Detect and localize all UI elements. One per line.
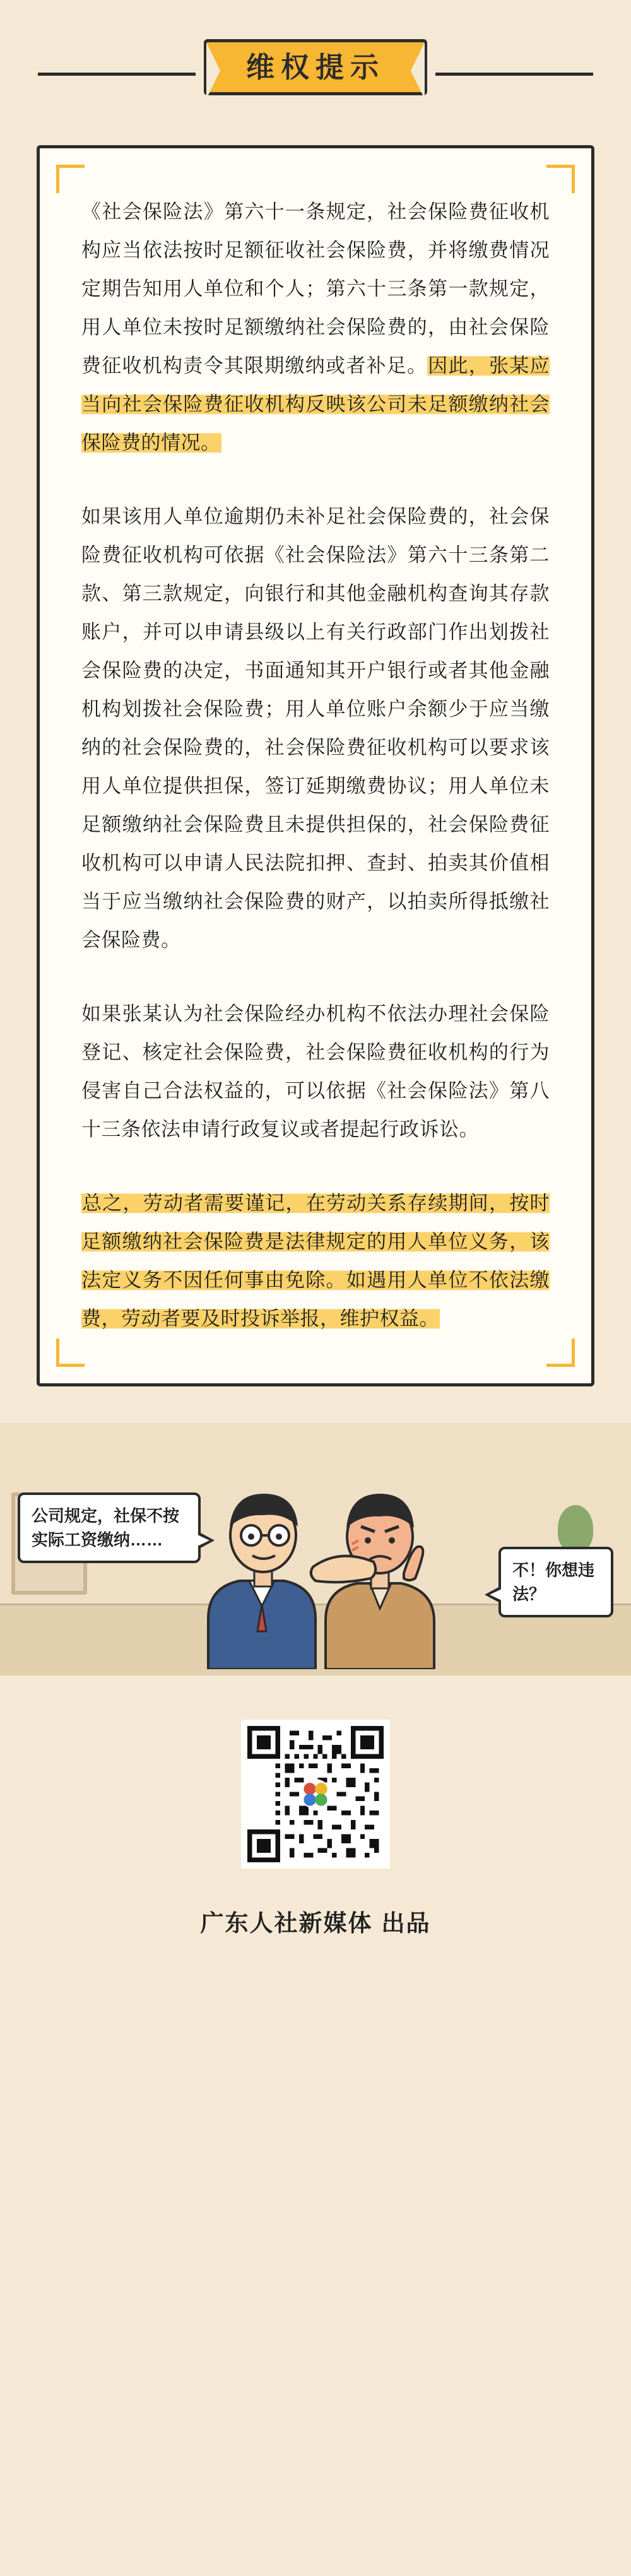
paragraph-4-run-1-highlighted: 总之，劳动者需要谨记，在劳动关系存续期间，按时足额缴纳社会保险费是法律规定的用人单位义务，该法定义务不因任何事由免除。如遇用人单位不依法缴费，劳动者要及时投诉举报，维护权益。 — [81, 1192, 550, 1330]
header-rule-right — [435, 73, 593, 76]
paragraph-2-run-1: 如果该用人单位逾期仍未补足社会保险费的，社会保险费征收机构可依据《社会保险法》第六十三条第二款、第三款规定，向银行和其他金融机构查询其存款账户，并可以申请县级以上有关行政部门作出划拨社会保险费的决定，书面通知其开户银行或者其他金融机构划拨社会保险费；用人单位账户余额少于应当缴纳的社会保险费的，社会保险费征收机构可以要求该用人单位提供担保，签订延期缴费协议；用人单位未足额缴纳社会保险费且未提供担保的，社会保险费征收机构可以申请人民法院扣押、查封、拍卖其价值相当于应当缴纳社会保险费的财产，以拍卖所得抵缴社会保险费。 — [81, 505, 550, 951]
plant-leaf-icon — [558, 1505, 593, 1552]
corner-ornament-top-right — [546, 165, 575, 193]
corner-ornament-top-left — [56, 165, 85, 193]
qr-code[interactable] — [241, 1720, 390, 1869]
paragraph-1-run-1: 《社会保险法》第六十一条规定，社会保险费征收机构应当依法按时足额征收社会保险费，并将缴费情况定期告知用人单位和个人；第六十三条第一款规定，用人单位未按时足额缴纳社会保险费的，由社会保险费征收机构责令其限期缴纳或者补足。 — [81, 201, 550, 377]
paragraph-3 — [81, 995, 550, 1149]
poster-footer — [0, 1675, 631, 1980]
speech-bubble-right-text: 不！你想违法？ — [512, 1561, 595, 1604]
paragraph-4 — [81, 1184, 550, 1338]
corner-ornament-bottom-right — [546, 1338, 575, 1367]
corner-ornament-bottom-left — [56, 1338, 85, 1367]
two-characters-illustration — [189, 1461, 454, 1669]
poster-header — [0, 0, 631, 145]
speech-bubble-right — [498, 1547, 613, 1617]
qr-code-image — [247, 1726, 384, 1862]
paragraph-3-run-1: 如果张某认为社会保险经办机构不依法办理社会保险登记、核定社会保险费，社会保险费征收机构的行为侵害自己合法权益的，可以依据《社会保险法》第八十三条依法申请行政复议或者提起行政诉讼。 — [81, 1003, 550, 1140]
ribbon-notch-left-icon — [206, 42, 220, 99]
speech-bubble-right-tail-icon — [485, 1586, 501, 1604]
speech-bubble-left-tail-icon — [198, 1532, 215, 1549]
content-card-wrapper — [37, 145, 594, 1386]
paragraph-1-run-2-highlighted: 因此，张某应当向社会保险费征收机构反映该公司未足额缴纳社会保险费的情况。 — [81, 355, 550, 454]
paragraph-1 — [81, 192, 550, 462]
page-title: 维权提示 — [245, 51, 386, 83]
ribbon-notch-right-icon — [411, 42, 425, 99]
speech-bubble-left — [18, 1492, 201, 1563]
content-card — [37, 145, 594, 1386]
header-rule-left — [38, 73, 196, 76]
paragraph-2 — [81, 497, 550, 959]
credit-sub: 出品 — [381, 1910, 431, 1936]
speech-bubble-left-text: 公司规定，社保不按实际工资缴纳…… — [32, 1506, 180, 1549]
credit-main: 广东人社新媒体 — [200, 1910, 373, 1936]
credit-line — [0, 1904, 631, 1938]
illustration — [0, 1423, 631, 1675]
header-ribbon — [204, 39, 427, 95]
